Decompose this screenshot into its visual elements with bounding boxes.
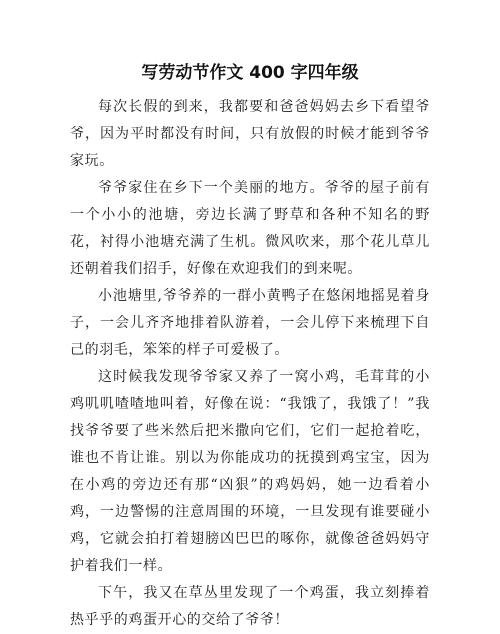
paragraph-4: 这时候我发现爷爷家又养了一窝小鸡，毛茸茸的小鸡叽叽喳喳地叫着，好像在说：“我饿了，我饿了！”我找爷爷要了些米然后把米撒向它们，它们一起抢着吃，谁也不肯让谁。别以为你能成功的抚摸到鸡宝宝，因为在小鸡的旁边还有那“凶狠”的鸡妈妈，她一边看着小鸡，一边警惕的注意周围的环境，一旦发现有谁要碰小鸡，它就会拍打着翅膀凶巴巴的啄你，就像爸爸妈妈守护着我们一样。: [70, 369, 430, 574]
paragraph-5: 下午，我又在草丛里发现了一个鸡蛋，我立刻捧着热乎乎的鸡蛋开心的交给了爷爷！: [70, 585, 430, 628]
document-title: 写劳动节作文 400 字四年级: [141, 63, 359, 83]
paragraph-2: 爷爷家住在乡下一个美丽的地方。爷爷的屋子前有一个小小的池塘，旁边长满了野草和各种不知名的野花，衬得小池塘充满了生机。微风吹来，那个花儿草儿还朝着我们招手，好像在欢迎我们的到来呢。: [70, 180, 430, 277]
paragraph-3: 小池塘里,爷爷养的一群小黄鸭子在悠闲地摇晃着身子，一会儿齐齐地排着队游着，一会儿停下来梳理下自己的羽毛，笨笨的样子可爱极了。: [70, 288, 430, 358]
paragraph-1: 每次长假的到来，我都要和爸爸妈妈去乡下看望爷爷，因为平时都没有时间，只有放假的时候才能到爷爷家玩。: [70, 99, 430, 169]
